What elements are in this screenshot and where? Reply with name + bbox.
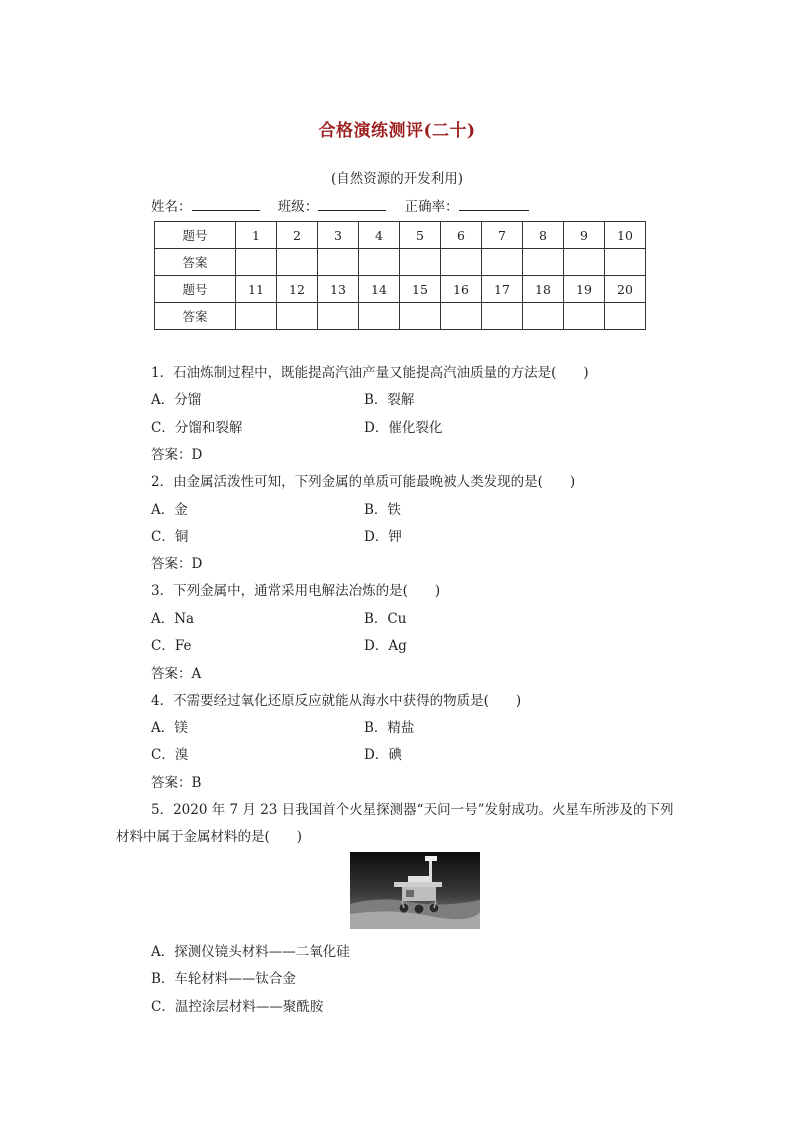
mars-rover-illustration: [350, 852, 480, 929]
number-cell: 4: [359, 222, 400, 249]
name-blank[interactable]: [192, 198, 260, 211]
question-4-option-b: B．精盐: [364, 720, 415, 736]
class-blank[interactable]: [318, 198, 386, 211]
number-cell: 7: [482, 222, 523, 249]
answer-cell[interactable]: [605, 249, 646, 276]
question-1-option-a: A．分馏: [151, 392, 202, 408]
question-3-option-c: C．Fe: [151, 638, 192, 654]
question-4-option-d: D．碘: [364, 747, 402, 763]
number-cell: 11: [236, 276, 277, 303]
answer-cell[interactable]: [400, 249, 441, 276]
class-label: 班级：: [277, 199, 319, 215]
answer-cell[interactable]: [236, 303, 277, 330]
question-5-option-a: A．探测仪镜头材料——二氧化硅: [151, 944, 350, 960]
accuracy-label: 正确率：: [404, 199, 459, 215]
answer-cell[interactable]: [359, 303, 400, 330]
question-3-option-b: B．Cu: [364, 611, 407, 627]
question-5-option-b: B．车轮材料——钛合金: [151, 971, 296, 987]
number-cell: 13: [318, 276, 359, 303]
number-cell: 5: [400, 222, 441, 249]
question-4-stem: 4．不需要经过氧化还原反应就能从海水中获得的物质是( ): [151, 693, 522, 709]
number-cell: 19: [564, 276, 605, 303]
number-cell: 10: [605, 222, 646, 249]
question-5-option-c: C．温控涂层材料——聚酰胺: [151, 999, 324, 1015]
answer-cell[interactable]: [523, 303, 564, 330]
answer-cell[interactable]: [441, 249, 482, 276]
question-4-answer: 答案：B: [151, 775, 202, 791]
page-subtitle: (自然资源的开发利用): [330, 171, 464, 187]
answer-cell[interactable]: [523, 249, 564, 276]
number-cell: 17: [482, 276, 523, 303]
question-3-option-d: D．Ag: [364, 638, 407, 654]
table-row-answers-1: [155, 249, 646, 276]
answer-cell[interactable]: [400, 303, 441, 330]
question-5-stem-line-1: 5．2020 年 7 月 23 日我国首个火星探测器“天问一号”发射成功。火星车所涉及的下列: [151, 802, 674, 818]
question-1-answer: 答案：D: [151, 447, 203, 463]
question-1-option-c: C．分馏和裂解: [151, 420, 243, 436]
question-4-option-c: C．溴: [151, 747, 189, 763]
question-5-stem-line-2: 材料中属于金属材料的是( ): [116, 829, 303, 845]
table-row-answers-2: [155, 303, 646, 330]
answer-cell[interactable]: [318, 303, 359, 330]
number-cell: 8: [523, 222, 564, 249]
question-1-option-b: B．裂解: [364, 392, 415, 408]
question-3-option-a: A．Na: [151, 611, 195, 627]
question-2-stem: 2．由金属活泼性可知，下列金属的单质可能最晚被人类发现的是( ): [151, 474, 576, 490]
question-4-option-a: A．镁: [151, 720, 188, 736]
row-label-answer: 答案: [155, 303, 236, 330]
question-1-stem: 1．石油炼制过程中，既能提高汽油产量又能提高汽油质量的方法是( ): [151, 365, 589, 381]
number-cell: 12: [277, 276, 318, 303]
number-cell: 15: [400, 276, 441, 303]
answer-cell[interactable]: [318, 249, 359, 276]
name-label: 姓名：: [151, 199, 192, 215]
question-2-option-a: A．金: [151, 502, 188, 518]
question-3-answer: 答案：A: [151, 666, 202, 682]
answer-cell[interactable]: [441, 303, 482, 330]
number-cell: 3: [318, 222, 359, 249]
answer-cell[interactable]: [277, 249, 318, 276]
answer-cell[interactable]: [564, 303, 605, 330]
row-label-number: 题号: [155, 276, 236, 303]
mars-rover-photo: [350, 852, 480, 929]
question-2-option-d: D．钾: [364, 529, 402, 545]
table-row-numbers-1: [155, 222, 646, 249]
student-info-line: [151, 195, 543, 215]
number-cell: 18: [523, 276, 564, 303]
answer-cell[interactable]: [564, 249, 605, 276]
question-2-option-c: C．铜: [151, 529, 189, 545]
page-title: 合格演练测评(二十): [318, 121, 476, 141]
answer-cell[interactable]: [236, 249, 277, 276]
number-cell: 9: [564, 222, 605, 249]
answer-cell[interactable]: [482, 249, 523, 276]
row-label-answer: 答案: [155, 249, 236, 276]
answer-table: [154, 221, 646, 330]
question-1-option-d: D．催化裂化: [364, 420, 443, 436]
question-3-stem: 3．下列金属中，通常采用电解法冶炼的是( ): [151, 583, 441, 599]
accuracy-blank[interactable]: [459, 198, 529, 211]
row-label-number: 题号: [155, 222, 236, 249]
number-cell: 20: [605, 276, 646, 303]
number-cell: 16: [441, 276, 482, 303]
number-cell: 6: [441, 222, 482, 249]
answer-cell[interactable]: [482, 303, 523, 330]
number-cell: 2: [277, 222, 318, 249]
answer-cell[interactable]: [277, 303, 318, 330]
question-2-option-b: B．铁: [364, 502, 401, 518]
number-cell: 1: [236, 222, 277, 249]
table-row-numbers-2: [155, 276, 646, 303]
answer-cell[interactable]: [605, 303, 646, 330]
answer-cell[interactable]: [359, 249, 400, 276]
number-cell: 14: [359, 276, 400, 303]
question-2-answer: 答案：D: [151, 556, 203, 572]
